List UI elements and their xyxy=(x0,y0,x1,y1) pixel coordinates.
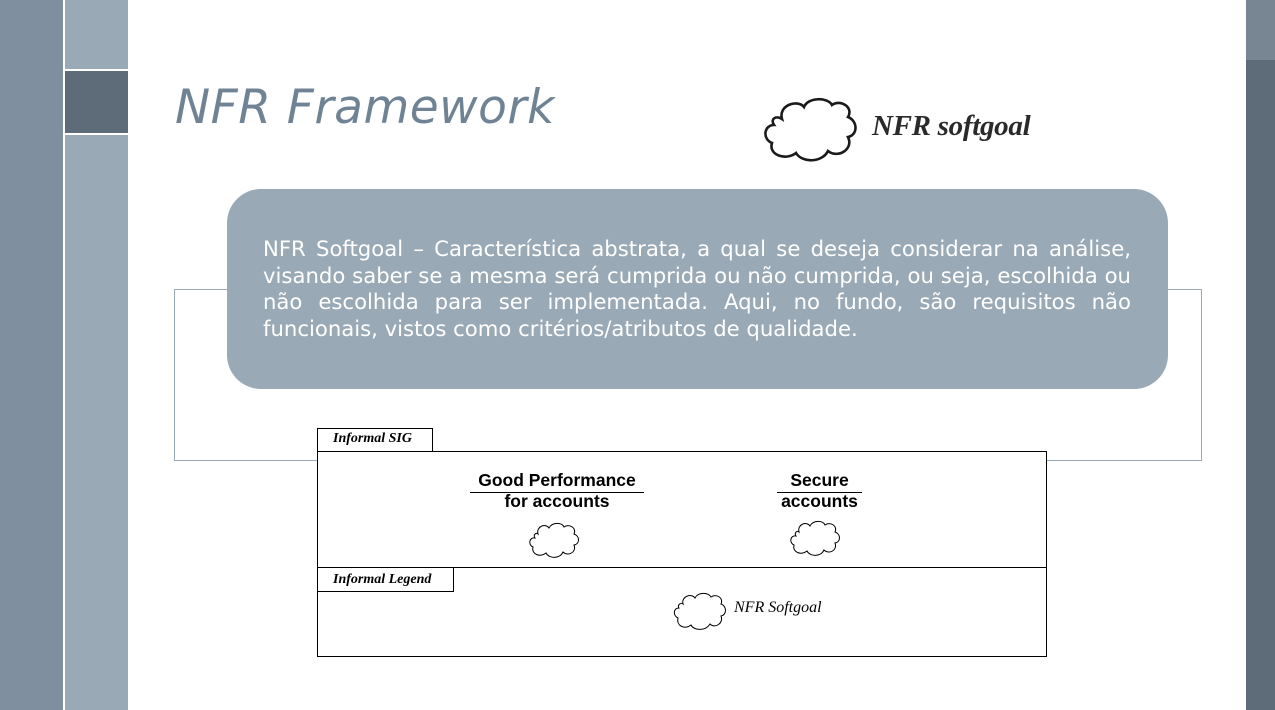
goal-secure-name: Secure xyxy=(777,470,862,493)
description-text: NFR Softgoal – Característica abstrata, a qual se deseja considerar na análise, visando saber se a mesma será cumprida ou não cumprida, ou seja, escolhida ou não escolhida para ser implementada. Aqui, no fundo, são requisitos não funcionais, vistos como critérios/atributos de qualidade. xyxy=(263,236,1131,341)
slide-title: NFR Framework xyxy=(175,80,555,135)
cloud-icon xyxy=(673,591,727,631)
left-accent-block xyxy=(65,71,128,133)
cloud-icon xyxy=(789,518,841,558)
sig-tab-label: Informal SIG xyxy=(333,431,412,446)
goal-performance-name-topic: for accounts xyxy=(504,491,610,511)
left-accent-line xyxy=(65,133,128,135)
legend-tab-label: Informal Legend xyxy=(333,572,432,587)
sig-box xyxy=(317,451,1047,568)
goal-performance-name: Good Performance xyxy=(470,470,644,493)
right-decorative-bar-dark xyxy=(1246,60,1275,710)
cloud-icon xyxy=(528,520,580,560)
legend-label: NFR Softgoal xyxy=(734,599,822,616)
left-decorative-bar xyxy=(0,0,63,710)
goal-secure-name-topic: accounts xyxy=(781,491,858,511)
cloud-icon xyxy=(762,93,860,165)
softgoal-caption: NFR softgoal xyxy=(872,110,1031,142)
